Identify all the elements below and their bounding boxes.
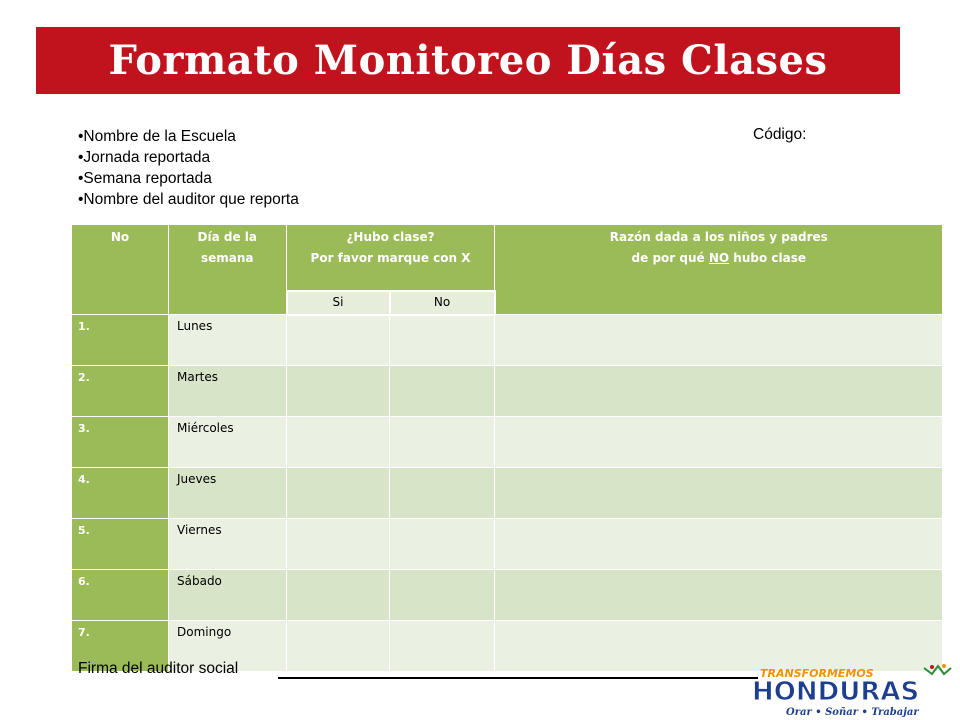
row-si-checkbox[interactable] [287,315,390,366]
row-no-checkbox[interactable] [390,519,495,570]
row-number: 3. [72,417,169,468]
signature-line[interactable] [278,677,758,679]
header-reason-line1: Razón dada a los niños y padres [609,230,828,244]
table-row [72,519,943,570]
row-number: 6. [72,570,169,621]
row-number: 1. [72,315,169,366]
header-class-held-line2: Por favor marque con X [310,251,471,265]
row-day: Viernes [169,519,287,570]
logo-top-text: TRANSFORMEMOS [760,667,874,680]
info-school-name: •Nombre de la Escuela [78,128,236,145]
table-row [72,315,943,366]
row-si-checkbox[interactable] [287,417,390,468]
table-row [72,417,943,468]
header-day [169,225,287,315]
info-auditor-name: •Nombre del auditor que reporta [78,191,299,208]
header-day-line2: semana [200,251,254,265]
header-reason [495,225,943,315]
row-si-checkbox[interactable] [287,621,390,672]
row-reason-field[interactable] [495,315,943,366]
row-reason-field[interactable] [495,468,943,519]
row-number: 5. [72,519,169,570]
header-class-held [287,225,495,291]
row-si-checkbox[interactable] [287,570,390,621]
row-si-checkbox[interactable] [287,468,390,519]
row-day: Sábado [169,570,287,621]
row-day: Martes [169,366,287,417]
title-banner [36,27,900,94]
row-day: Miércoles [169,417,287,468]
info-week: •Semana reportada [78,170,212,187]
person-head-icon [930,665,934,669]
row-reason-field[interactable] [495,417,943,468]
row-no-checkbox[interactable] [390,366,495,417]
people-icon [924,666,951,674]
table-row [72,468,943,519]
row-number: 7. [72,621,169,672]
header-reason-pre: de por qué [631,251,709,265]
row-day: Lunes [169,315,287,366]
signature-label: Firma del auditor social [78,660,239,677]
row-day: Jueves [169,468,287,519]
logo-main-text: HONDURAS [752,677,920,707]
monitoring-table [71,224,943,672]
row-si-checkbox[interactable] [287,366,390,417]
table-row [72,570,943,621]
transformemos-honduras-logo [748,662,956,718]
row-reason-field[interactable] [495,366,943,417]
table-row [72,366,943,417]
info-list [78,126,299,210]
row-no-checkbox[interactable] [390,570,495,621]
header-reason-post: hubo clase [729,251,806,265]
row-si-checkbox[interactable] [287,519,390,570]
row-no-checkbox[interactable] [390,315,495,366]
page-title: Formato Monitoreo Días Clases [108,37,828,84]
info-shift: •Jornada reportada [78,149,211,166]
header-no: No [72,225,169,315]
header-class-held-line1: ¿Hubo clase? [346,230,435,244]
row-reason-field[interactable] [495,570,943,621]
row-reason-field[interactable] [495,519,943,570]
row-number: 2. [72,366,169,417]
logo-tagline: Orar • Soñar • Trabajar [786,707,919,718]
header-reason-no: NO [708,251,730,265]
header-day-line1: Día de la [197,230,257,244]
person-head-icon-2 [942,664,946,668]
codigo-label: Código: [753,126,807,143]
row-no-checkbox[interactable] [390,621,495,672]
row-day: Domingo [169,621,287,672]
row-no-checkbox[interactable] [390,417,495,468]
header-si: Si [287,291,390,315]
row-number: 4. [72,468,169,519]
table-body [72,315,943,672]
row-no-checkbox[interactable] [390,468,495,519]
header-no-sub: No [390,291,495,315]
header-reason-line2 [496,248,943,269]
